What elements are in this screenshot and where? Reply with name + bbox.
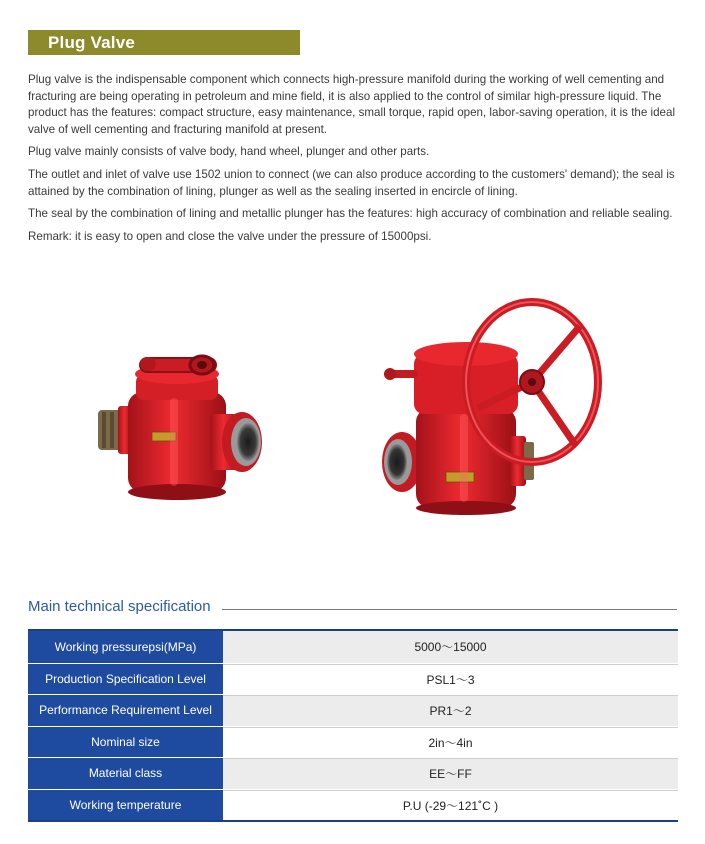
spec-value: EE～FF	[223, 758, 678, 789]
spec-value: PR1～2	[223, 695, 678, 726]
spec-value: PSL1～3	[223, 664, 678, 695]
spec-heading: Main technical specification	[28, 598, 211, 615]
intro-paragraph: The seal by the combination of lining and metallic plunger has the features: high accuracy of combination and reliable sealing.	[28, 207, 673, 221]
spec-label: Performance Requirement Level	[28, 695, 223, 726]
spec-row	[28, 726, 678, 758]
spec-divider	[222, 609, 677, 610]
page-title: Plug Valve	[28, 30, 300, 55]
spec-label: Working pressurepsi(MPa)	[28, 631, 223, 663]
spec-row	[28, 757, 678, 789]
spec-value: 5000～15000	[223, 631, 678, 663]
spec-row	[28, 663, 678, 695]
intro-paragraph: Remark: it is easy to open and close the valve under the pressure of 15000psi.	[28, 229, 432, 243]
spec-label: Working temperature	[28, 790, 223, 821]
plug-valve-photo	[92, 352, 272, 502]
plug-valve-handwheel-photo	[380, 296, 616, 516]
spec-label: Nominal size	[28, 727, 223, 758]
intro-paragraph: The outlet and inlet of valve use 1502 union to connect (we can also produce according to the customers' demand); the seal is attained by the combination of lining, plunger as well as the sealing inserted in encircle of lining.	[28, 167, 675, 198]
spec-value: P.U (-29～121˚C )	[223, 790, 678, 821]
spec-value: 2in～4in	[223, 727, 678, 758]
spec-row	[28, 631, 678, 663]
spec-row	[28, 694, 678, 726]
intro-text	[28, 72, 688, 251]
spec-table	[28, 629, 678, 822]
spec-row	[28, 789, 678, 821]
spec-label: Production Specification Level	[28, 664, 223, 695]
spec-label: Material class	[28, 758, 223, 789]
intro-paragraph: Plug valve is the indispensable component which connects high-pressure manifold during the working of well cementing and fracturing are being operating in petroleum and mine field, it is also applied to the control of similar high-pressure liquid. The product has the features: compact structure, easy maintenance, small torque, rapid open, labor-saving operation, it is the ideal valve of well cementing and fracturing manifold at present.	[28, 73, 676, 136]
intro-paragraph: Plug valve mainly consists of valve body, hand wheel, plunger and other parts.	[28, 145, 430, 159]
